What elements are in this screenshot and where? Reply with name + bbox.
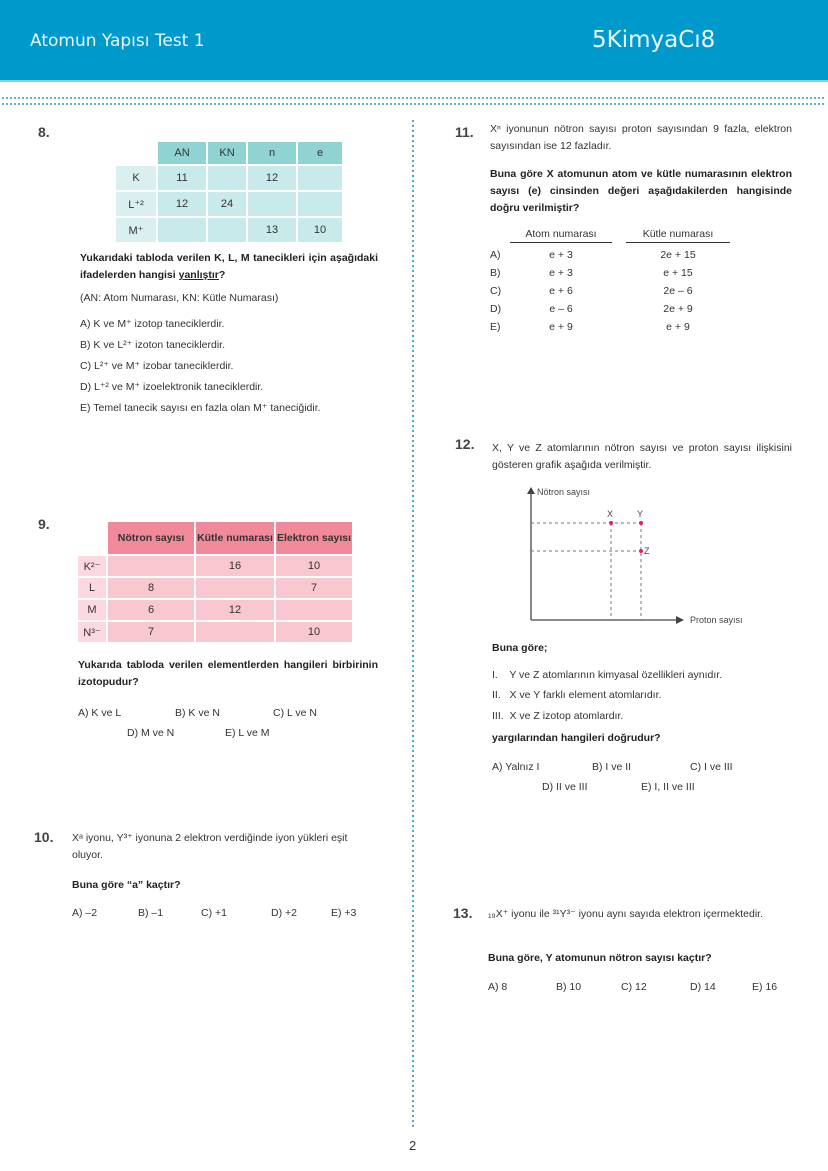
option-atom: e + 3 <box>549 249 573 261</box>
cell: 24 <box>208 192 246 216</box>
page-number: 2 <box>409 1138 417 1153</box>
question-number: 12. <box>455 436 475 452</box>
point-label: X <box>607 509 614 519</box>
cell: 10 <box>298 218 342 242</box>
option-c[interactable]: C) +1 <box>201 907 227 919</box>
point-z <box>639 549 643 553</box>
table-row <box>116 192 342 216</box>
option-a[interactable]: A) K ve L <box>78 707 122 719</box>
option-letter[interactable]: E) <box>490 321 501 333</box>
option-a[interactable]: A) Yalnız I <box>492 761 540 773</box>
question-number: 13. <box>453 905 473 921</box>
option-d[interactable]: D) +2 <box>271 907 297 919</box>
brand-logo: 5KimyaCı8 <box>592 27 716 53</box>
option-d[interactable]: D) L⁺² ve M⁺ izoelektronik taneciklerdir. <box>80 381 264 393</box>
option-mass: 2e + 9 <box>663 303 693 315</box>
question-text: Xⁿ iyonunun nötron sayısı proton sayısından 9 fazla, elektron sayısından ise 12 fazladır. <box>490 123 792 152</box>
cell <box>158 218 206 242</box>
option-mass: 2e – 6 <box>663 285 693 297</box>
question-number: 8. <box>38 124 50 140</box>
statement: II. X ve Y farklı element atomlarıdır. <box>492 689 662 701</box>
cell: 12 <box>248 166 296 190</box>
cell <box>196 578 274 598</box>
cell: 11 <box>158 166 206 190</box>
option-e[interactable]: E) 16 <box>752 981 778 993</box>
q12-graph <box>480 480 800 630</box>
cell <box>248 192 296 216</box>
option-d[interactable]: D) 14 <box>690 981 716 993</box>
cell: 10 <box>276 556 352 576</box>
question-text: ₁₉X⁺ iyonu ile ³¹Y³⁻ iyonu aynı sayıda elektron içermektedir. <box>488 908 763 920</box>
cell <box>208 166 246 190</box>
option-letter[interactable]: C) <box>490 285 502 297</box>
cell <box>298 166 342 190</box>
option-b[interactable]: B) K ve N <box>175 707 220 719</box>
question-number: 11. <box>455 124 474 140</box>
option-d[interactable]: D) M ve N <box>127 727 175 739</box>
y-axis-arrow-icon <box>527 487 535 494</box>
table-header: Nötron sayısı <box>108 522 194 554</box>
option-e[interactable]: E) Temel tanecik sayısı en fazla olan M⁺ taneciğidir. <box>80 402 321 414</box>
cell: 13 <box>248 218 296 242</box>
cell <box>108 556 194 576</box>
statement: I. Y ve Z atomlarının kimyasal özellikleri aynıdır. <box>492 669 723 681</box>
cell: 16 <box>196 556 274 576</box>
table-header: e <box>298 142 342 164</box>
option-e[interactable]: E) I, II ve III <box>641 781 695 793</box>
table-header: n <box>248 142 296 164</box>
row-label: K <box>116 166 156 190</box>
cell: 7 <box>276 578 352 598</box>
point-x <box>609 521 613 525</box>
table-row <box>116 166 342 190</box>
option-e[interactable]: E) +3 <box>331 907 357 919</box>
option-a[interactable]: A) 8 <box>488 981 508 993</box>
option-atom: e + 6 <box>549 285 573 297</box>
question-text <box>80 250 378 284</box>
cell <box>276 600 352 620</box>
dotted-divider <box>2 97 826 99</box>
point-y <box>639 521 643 525</box>
table-row <box>78 556 352 576</box>
statement: III. X ve Z izotop atomlardır. <box>492 710 624 722</box>
cell: 6 <box>108 600 194 620</box>
table-row <box>116 218 342 242</box>
table-row <box>78 622 352 642</box>
option-mass: e + 9 <box>666 321 690 333</box>
point-label: Y <box>637 509 644 519</box>
option-letter[interactable]: A) <box>490 249 501 261</box>
column-divider <box>412 120 414 1130</box>
question-text: Yukarıda tabloda verilen elementlerden hangileri birbirinin izotopudur? <box>78 659 378 688</box>
question-prompt: yargılarından hangileri doğrudur? <box>492 732 661 744</box>
emphasis: yanlıştır <box>178 269 219 281</box>
option-mass: 2e + 15 <box>660 249 696 261</box>
point-label: Z <box>644 546 650 556</box>
question-number: 9. <box>38 516 50 532</box>
note: (AN: Atom Numarası, KN: Kütle Numarası) <box>80 292 279 304</box>
option-mass: e + 15 <box>663 267 693 279</box>
q9-table <box>76 520 354 644</box>
question-prompt: Buna göre X atomunun atom ve kütle numarasının elektron sayısı (e) cinsinden değeri aşağıdakilerden hangisinde doğru verilmiştir? <box>490 168 792 214</box>
option-c[interactable]: C) 12 <box>621 981 647 993</box>
row-label: N³⁻ <box>78 622 106 642</box>
option-e[interactable]: E) L ve M <box>225 727 270 739</box>
x-axis-label: Proton sayısı <box>690 615 743 625</box>
option-a[interactable]: A) –2 <box>72 907 98 919</box>
cell: 8 <box>108 578 194 598</box>
table-header: Elektron sayısı <box>276 522 352 554</box>
cell <box>196 622 274 642</box>
option-d[interactable]: D) II ve III <box>542 781 588 793</box>
option-atom: e – 6 <box>549 303 573 315</box>
row-label: L <box>78 578 106 598</box>
option-b[interactable]: B) 10 <box>556 981 582 993</box>
table-header: Kütle numarası <box>196 522 274 554</box>
row-label: M <box>78 600 106 620</box>
row-label: K²⁻ <box>78 556 106 576</box>
question-number: 10. <box>34 829 54 845</box>
option-c[interactable]: C) L²⁺ ve M⁺ izobar taneciklerdir. <box>80 360 234 372</box>
option-b[interactable]: B) I ve II <box>592 761 632 773</box>
question-stem: Yukarıdaki tabloda verilen K, L, M tanecikleri için aşağıdaki ifadelerden hangisi <box>80 252 378 281</box>
q8-table <box>114 140 344 244</box>
cell: 10 <box>276 622 352 642</box>
cell: 12 <box>196 600 274 620</box>
question-text: X, Y ve Z atomlarının nötron sayısı ve proton sayısı ilişkisini gösteren grafik aşağıda verilmiştir. <box>492 442 792 471</box>
page-header <box>0 0 828 82</box>
option-c[interactable]: C) I ve III <box>690 761 733 773</box>
y-axis-label: Nötron sayısı <box>537 487 591 497</box>
column-header: Atom numarası <box>510 228 612 243</box>
lead-text: Buna göre; <box>492 642 548 654</box>
option-c[interactable]: C) L ve N <box>273 707 317 719</box>
dotted-divider <box>2 103 826 105</box>
test-title: Atomun Yapısı Test 1 <box>30 31 205 51</box>
question-prompt: Buna göre, Y atomunun nötron sayısı kaçtır? <box>488 952 712 964</box>
row-label: M⁺ <box>116 218 156 242</box>
option-b[interactable]: B) K ve L²⁺ izoton taneciklerdir. <box>80 339 226 351</box>
question-end: ? <box>218 269 226 281</box>
question-text: Xᵃ iyonu, Y³⁺ iyonuna 2 elektron verdiğinde iyon yükleri eşit oluyor. <box>72 832 348 861</box>
table-row <box>78 600 352 620</box>
cell: 12 <box>158 192 206 216</box>
table-header: KN <box>208 142 246 164</box>
cell: 7 <box>108 622 194 642</box>
cell <box>298 192 342 216</box>
cell <box>208 218 246 242</box>
option-letter[interactable]: B) <box>490 267 501 279</box>
row-label: L⁺² <box>116 192 156 216</box>
option-letter[interactable]: D) <box>490 303 502 315</box>
x-axis-arrow-icon <box>676 616 684 624</box>
option-b[interactable]: B) –1 <box>138 907 164 919</box>
question-prompt: Buna göre “a” kaçtır? <box>72 879 181 891</box>
option-atom: e + 9 <box>549 321 573 333</box>
table-row <box>78 578 352 598</box>
table-header: AN <box>158 142 206 164</box>
column-header: Kütle numarası <box>626 228 730 243</box>
option-atom: e + 3 <box>549 267 573 279</box>
option-a[interactable]: A) K ve M⁺ izotop taneciklerdir. <box>80 318 225 330</box>
